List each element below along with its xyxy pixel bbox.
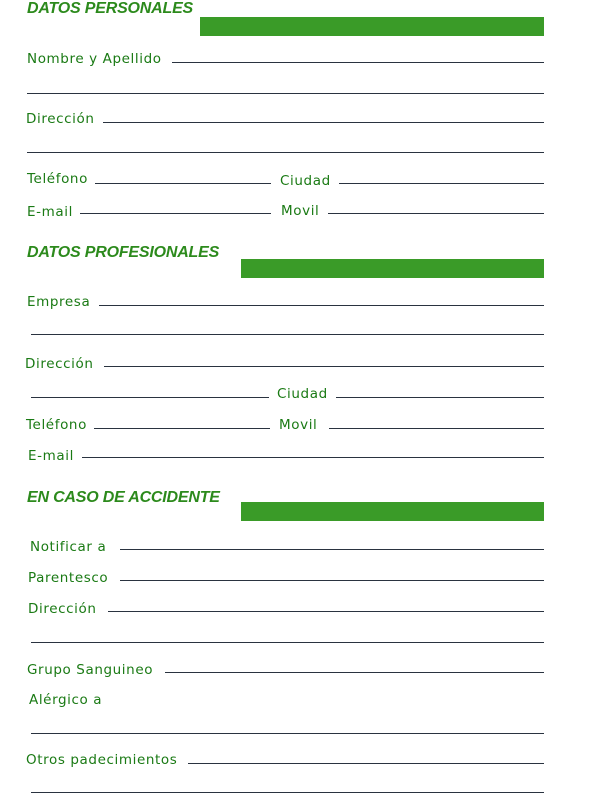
mobile-label: Movil: [281, 203, 320, 219]
prof-email-field[interactable]: [82, 457, 544, 458]
prof-city-label: Ciudad: [277, 386, 328, 402]
prof-address-field-extra[interactable]: [31, 397, 269, 398]
notify-label: Notificar a: [30, 539, 107, 555]
blood-field[interactable]: [165, 672, 544, 673]
section-bar-professional: [241, 259, 544, 278]
accident-address-field-extra[interactable]: [31, 642, 544, 643]
prof-address-label: Dirección: [25, 356, 94, 372]
accident-address-field[interactable]: [108, 611, 544, 612]
company-field[interactable]: [99, 305, 544, 306]
address-field-extra[interactable]: [27, 152, 544, 153]
mobile-field[interactable]: [328, 213, 544, 214]
relationship-field[interactable]: [120, 580, 544, 581]
other-conditions-field[interactable]: [188, 763, 544, 764]
blood-label: Grupo Sanguineo: [27, 662, 154, 678]
email-field[interactable]: [80, 213, 271, 214]
prof-phone-field[interactable]: [94, 428, 270, 429]
relationship-label: Parentesco: [28, 570, 109, 586]
other-conditions-field-extra[interactable]: [31, 792, 544, 793]
phone-label: Teléfono: [27, 171, 88, 187]
prof-city-field[interactable]: [336, 397, 544, 398]
prof-address-field[interactable]: [104, 366, 544, 367]
phone-field[interactable]: [95, 183, 271, 184]
email-label: E-mail: [27, 204, 73, 220]
address-field[interactable]: [103, 122, 544, 123]
section-title-accident: EN CASO DE ACCIDENTE: [27, 489, 220, 506]
section-bar-personal: [200, 17, 544, 36]
allergic-field[interactable]: [31, 733, 544, 734]
prof-mobile-field[interactable]: [329, 428, 544, 429]
company-field-extra[interactable]: [31, 334, 544, 335]
allergic-label: Alérgico a: [29, 692, 103, 708]
city-label: Ciudad: [280, 173, 331, 189]
name-label: Nombre y Apellido: [27, 51, 162, 67]
city-field[interactable]: [339, 183, 544, 184]
prof-mobile-label: Movil: [279, 417, 318, 433]
section-title-personal: DATOS PERSONALES: [27, 0, 194, 17]
prof-email-label: E-mail: [28, 448, 74, 464]
prof-phone-label: Teléfono: [26, 417, 87, 433]
accident-address-label: Dirección: [28, 601, 97, 617]
name-field-extra[interactable]: [27, 93, 544, 94]
company-label: Empresa: [27, 294, 91, 310]
other-conditions-label: Otros padecimientos: [26, 752, 178, 768]
section-title-professional: DATOS PROFESIONALES: [27, 244, 220, 261]
address-label: Dirección: [26, 111, 95, 127]
notify-field[interactable]: [120, 549, 544, 550]
section-bar-accident: [241, 502, 544, 521]
name-field[interactable]: [172, 62, 544, 63]
